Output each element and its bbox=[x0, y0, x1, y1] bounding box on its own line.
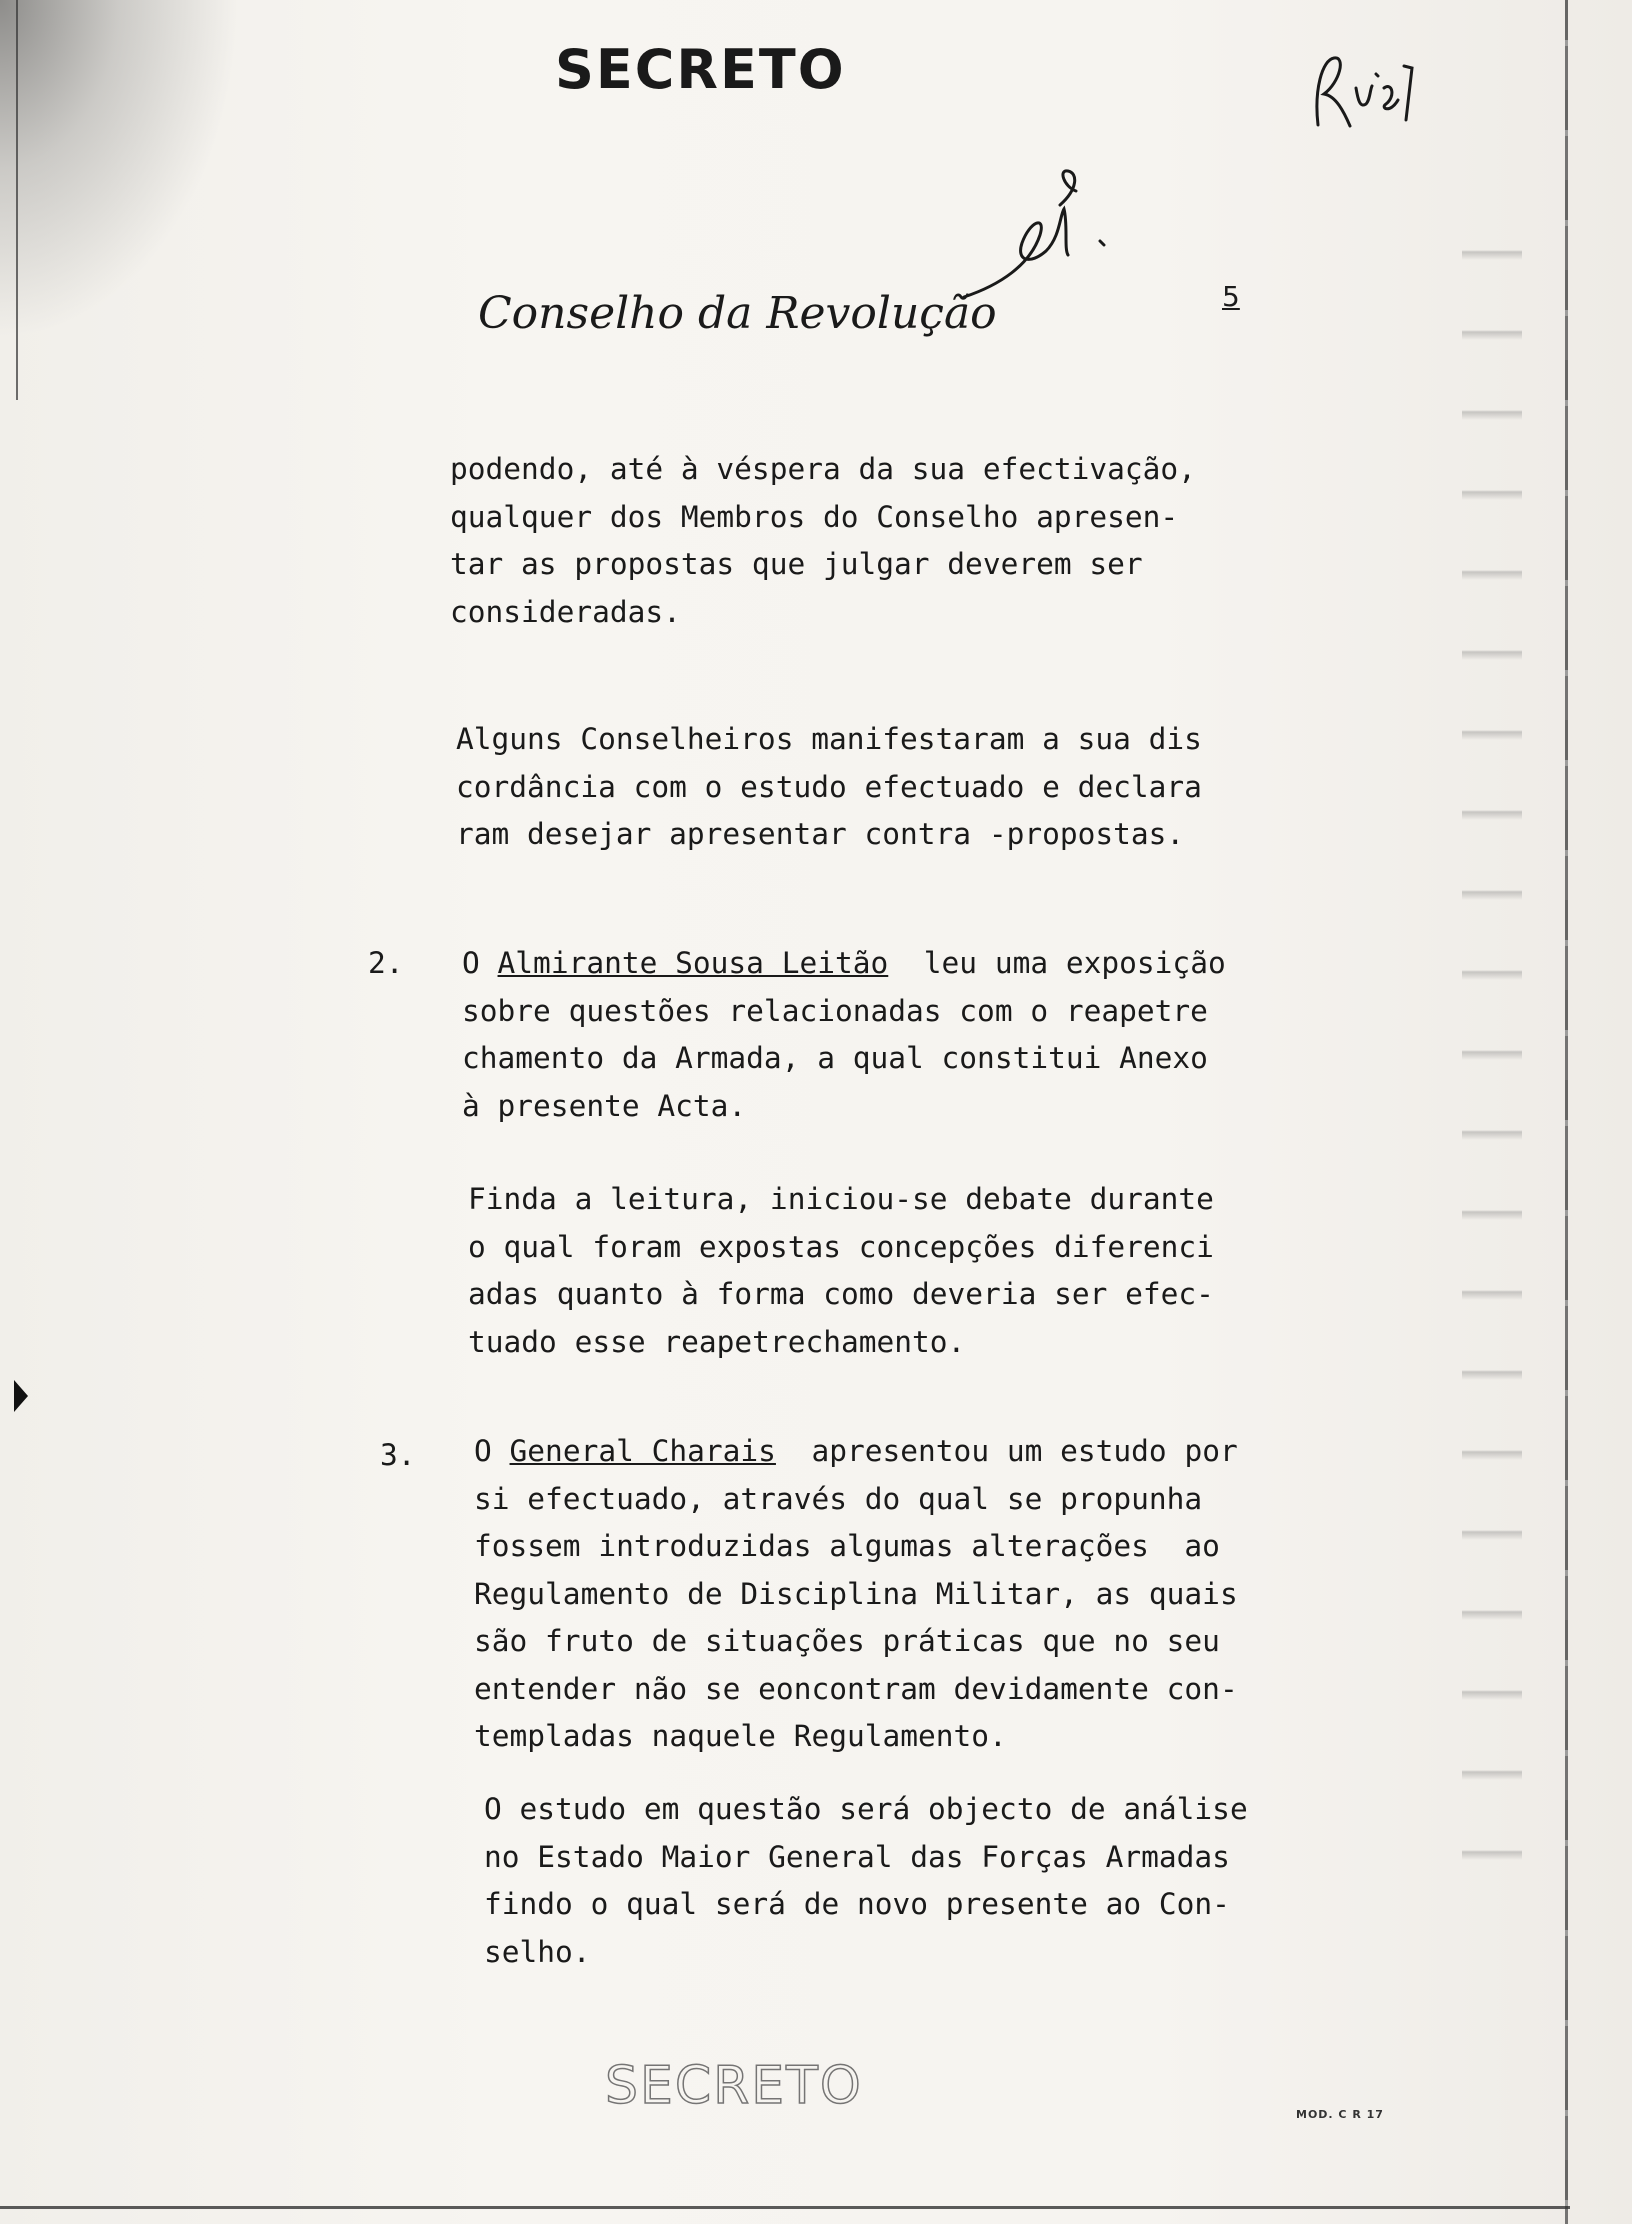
text-line: fossem introduzidas algumas alterações ao bbox=[474, 1529, 1220, 1563]
item-prefix: O bbox=[474, 1434, 510, 1468]
page-number: 5 bbox=[1222, 280, 1240, 313]
item-number-2: 2. bbox=[368, 946, 404, 980]
item-2-follow-up bbox=[468, 1176, 1214, 1366]
organization-letterhead: Conselho da Revolução bbox=[478, 288, 997, 339]
item-3-paragraph bbox=[474, 1428, 1238, 1761]
text-line bbox=[474, 1428, 1238, 1476]
text-line: tuado esse reapetrechamento. bbox=[468, 1324, 966, 1359]
text-line: Alguns Conselheiros manifestaram a sua dis bbox=[456, 722, 1202, 756]
classification-stamp-bottom: SECRETO bbox=[605, 2056, 863, 2116]
text-line: entender não se eoncontram devidamente con- bbox=[474, 1671, 1238, 1706]
text-line: no Estado Maior General das Forças Armadas bbox=[484, 1839, 1230, 1874]
scan-corner-shadow bbox=[0, 0, 240, 340]
item-3-follow-up bbox=[484, 1786, 1248, 1976]
text-line: qualquer dos Membros do Conselho apresen- bbox=[450, 499, 1179, 534]
item-prefix: O bbox=[462, 946, 498, 980]
scan-left-edge bbox=[16, 0, 18, 400]
line-rest: apresentou um estudo por bbox=[775, 1434, 1238, 1468]
text-line: Regulamento de Disciplina Militar, as quais bbox=[474, 1576, 1238, 1611]
speaker-name: Almirante Sousa Leitão bbox=[497, 946, 889, 980]
text-line bbox=[462, 940, 1226, 988]
classification-stamp-top: SECRETO bbox=[555, 38, 846, 101]
text-line: adas quanto à forma como deveria ser efec- bbox=[468, 1277, 1214, 1311]
text-line: consideradas. bbox=[450, 594, 681, 629]
scan-right-speckles bbox=[1462, 180, 1522, 1880]
text-line: o qual foram expostas concepções diferenci bbox=[468, 1229, 1214, 1264]
text-line: ram desejar apresentar contra -propostas. bbox=[456, 817, 1185, 851]
text-line: podendo, até à véspera da sua efectivação, bbox=[450, 452, 1196, 486]
text-line: selho. bbox=[484, 1934, 591, 1969]
text-line: chamento da Armada, a qual constitui Anexo bbox=[462, 1041, 1208, 1075]
form-code: MOD. C R 17 bbox=[1296, 2108, 1384, 2121]
text-line: si efectuado, através do qual se propunha bbox=[474, 1481, 1203, 1516]
text-line: O estudo em questão será objecto de análise bbox=[484, 1792, 1248, 1826]
text-line: tar as propostas que julgar deverem ser bbox=[450, 547, 1143, 581]
item-number-3: 3. bbox=[380, 1438, 416, 1472]
item-2-paragraph bbox=[462, 940, 1226, 1130]
paragraph-disagreement bbox=[456, 716, 1202, 859]
handwritten-signature-icon bbox=[1300, 30, 1420, 150]
text-line: templadas naquele Regulamento. bbox=[474, 1719, 1007, 1753]
paragraph-continuation bbox=[450, 446, 1196, 636]
speaker-name: General Charais bbox=[509, 1434, 776, 1468]
scan-bottom-edge bbox=[0, 2206, 1570, 2209]
text-line: à presente Acta. bbox=[462, 1088, 747, 1123]
line-rest: leu uma exposição bbox=[888, 946, 1226, 980]
text-line: são fruto de situações práticas que no seu bbox=[474, 1624, 1220, 1658]
text-line: Finda a leitura, iniciou-se debate durante bbox=[468, 1182, 1214, 1216]
text-line: findo o qual será de novo presente ao Con- bbox=[484, 1887, 1230, 1921]
scan-right-edge bbox=[1565, 0, 1568, 2224]
text-line: cordância com o estudo efectuado e declara bbox=[456, 769, 1202, 804]
text-line: sobre questões relacionadas com o reapetre bbox=[462, 993, 1208, 1028]
binding-hole-mark-icon bbox=[14, 1380, 28, 1412]
